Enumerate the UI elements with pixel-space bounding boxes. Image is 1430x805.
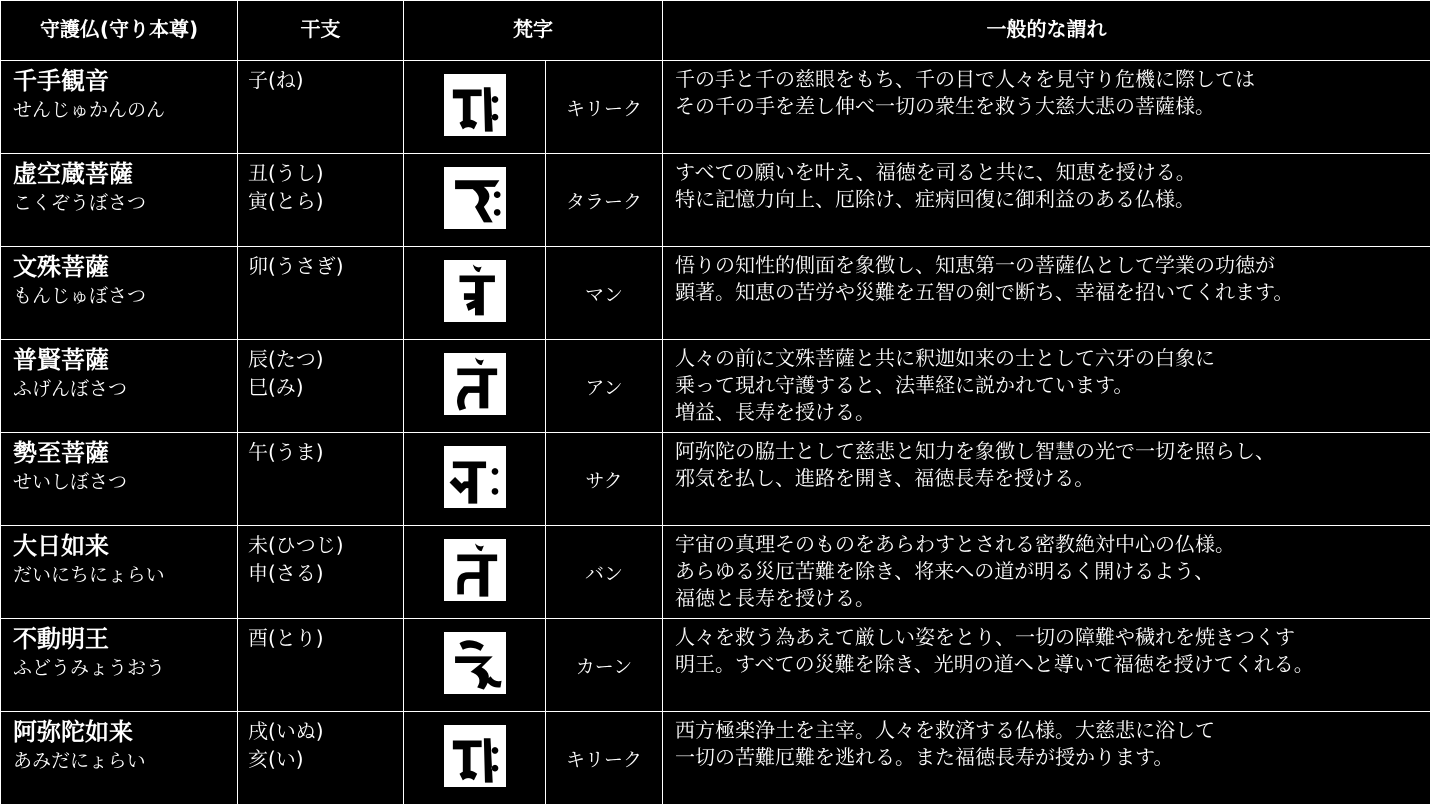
- bonji-image-cell: [404, 61, 546, 154]
- description-cell: [663, 61, 1430, 154]
- table-row: [1, 61, 1430, 154]
- description-line: あらゆる災厄苦難を除き、将来への道が明るく開けるよう、: [675, 558, 1430, 585]
- description-line: 人々を救う為あえて厳しい姿をとり、一切の障難や穢れを焼きつくす: [675, 624, 1430, 651]
- guardian-name: 文殊菩薩: [13, 252, 237, 282]
- description-line: 西方極楽浄土を主宰。人々を救済する仏様。大慈悲に浴して: [675, 717, 1430, 744]
- guardian-reading: せんじゅかんのん: [13, 96, 237, 124]
- table-row: [1, 154, 1430, 247]
- taraku-sanskrit-icon: [444, 167, 506, 229]
- eto-cell: [238, 526, 404, 619]
- guardian-name-cell: [1, 712, 238, 805]
- table-row: [1, 340, 1430, 433]
- guardian-name: 不動明王: [13, 624, 237, 654]
- bonji-reading: カーン: [546, 619, 663, 712]
- bonji-reading: アン: [546, 340, 663, 433]
- kiriku-sanskrit-icon: [444, 74, 506, 136]
- header-eto: 干支: [238, 1, 404, 61]
- guardian-reading: こくぞうぼさつ: [13, 189, 237, 217]
- description-line: その千の手を差し伸べ一切の衆生を救う大慈大悲の菩薩様。: [675, 93, 1430, 120]
- bonji-image-cell: [404, 712, 546, 805]
- header-bonji: 梵字: [404, 1, 663, 61]
- eto-value: 子(ね): [248, 66, 403, 94]
- eto-value: 戌(いぬ): [248, 717, 403, 745]
- kanman-sanskrit-icon: [444, 632, 506, 694]
- bonji-reading: バン: [546, 526, 663, 619]
- guardian-name: 勢至菩薩: [13, 438, 237, 468]
- guardian-name-cell: [1, 154, 238, 247]
- table-row: [1, 433, 1430, 526]
- man-sanskrit-icon: [444, 260, 506, 322]
- guardian-name-cell: [1, 433, 238, 526]
- guardian-name: 阿弥陀如来: [13, 717, 237, 747]
- description-line: 顕著。知恵の苦労や災難を五智の剣で断ち、幸福を招いてくれます。: [675, 279, 1430, 306]
- description-cell: [663, 433, 1430, 526]
- guardian-reading: もんじゅぼさつ: [13, 282, 237, 310]
- eto-cell: [238, 61, 404, 154]
- eto-value: 巳(み): [248, 373, 403, 401]
- header-row: [1, 1, 1430, 61]
- bonji-image-cell: [404, 247, 546, 340]
- saku-sanskrit-icon: [444, 446, 506, 508]
- description-line: 福徳と長寿を授ける。: [675, 585, 1430, 612]
- eto-cell: [238, 619, 404, 712]
- an-sanskrit-icon: [444, 353, 506, 415]
- guardian-name-cell: [1, 340, 238, 433]
- guardian-reading: せいしぼさつ: [13, 468, 237, 496]
- eto-value: 亥(い): [248, 745, 403, 773]
- description-cell: [663, 619, 1430, 712]
- bonji-image-cell: [404, 619, 546, 712]
- bonji-image-cell: [404, 154, 546, 247]
- description-line: 増益、長寿を授ける。: [675, 399, 1430, 426]
- eto-value: 未(ひつじ): [248, 531, 403, 559]
- eto-value: 酉(とり): [248, 624, 403, 652]
- guardian-reading: ふげんぼさつ: [13, 375, 237, 403]
- eto-cell: [238, 712, 404, 805]
- description-line: 一切の苦難厄難を逃れる。また福徳長寿が授かります。: [675, 744, 1430, 771]
- eto-cell: [238, 247, 404, 340]
- description-cell: [663, 712, 1430, 805]
- description-line: 千の手と千の慈眼をもち、千の目で人々を見守り危機に際しては: [675, 66, 1430, 93]
- bonji-reading: タラーク: [546, 154, 663, 247]
- description-line: 明王。すべての災難を除き、光明の道へと導いて福徳を授けてくれる。: [675, 651, 1430, 678]
- description-line: 人々の前に文殊菩薩と共に釈迦如来の士として六牙の白象に: [675, 345, 1430, 372]
- eto-value: 卯(うさぎ): [248, 252, 403, 280]
- guardian-name-cell: [1, 619, 238, 712]
- eto-value: 午(うま): [248, 438, 403, 466]
- table-row: [1, 619, 1430, 712]
- eto-value: 申(さる): [248, 559, 403, 587]
- header-guardian: 守護仏(守り本尊): [1, 1, 238, 61]
- bonji-image-cell: [404, 526, 546, 619]
- guardian-reading: だいにちにょらい: [13, 561, 237, 589]
- description-line: すべての願いを叶え、福徳を司ると共に、知恵を授ける。: [675, 159, 1430, 186]
- kiriku-sanskrit-icon: [444, 725, 506, 787]
- table-row: [1, 526, 1430, 619]
- description-line: 特に記憶力向上、厄除け、症病回復に御利益のある仏様。: [675, 186, 1430, 213]
- guardian-name-cell: [1, 526, 238, 619]
- guardian-name: 千手観音: [13, 66, 237, 96]
- bonji-reading: キリーク: [546, 61, 663, 154]
- header-description: 一般的な謂れ: [663, 1, 1430, 61]
- eto-cell: [238, 340, 404, 433]
- description-cell: [663, 154, 1430, 247]
- bonji-reading: マン: [546, 247, 663, 340]
- table-row: [1, 247, 1430, 340]
- eto-value: 辰(たつ): [248, 345, 403, 373]
- guardian-name: 普賢菩薩: [13, 345, 237, 375]
- description-cell: [663, 340, 1430, 433]
- guardian-name: 大日如来: [13, 531, 237, 561]
- description-line: 宇宙の真理そのものをあらわすとされる密教絶対中心の仏様。: [675, 531, 1430, 558]
- description-line: 阿弥陀の脇士として慈悲と知力を象徴し智慧の光で一切を照らし、: [675, 438, 1430, 465]
- bonji-reading: キリーク: [546, 712, 663, 805]
- guardian-name-cell: [1, 61, 238, 154]
- description-cell: [663, 247, 1430, 340]
- eto-value: 寅(とら): [248, 187, 403, 215]
- guardian-reading: ふどうみょうおう: [13, 654, 237, 682]
- bonji-image-cell: [404, 433, 546, 526]
- eto-value: 丑(うし): [248, 159, 403, 187]
- eto-cell: [238, 154, 404, 247]
- description-line: 悟りの知性的側面を象徴し、知恵第一の菩薩仏として学業の功徳が: [675, 252, 1430, 279]
- description-line: 邪気を払し、進路を開き、福徳長寿を授ける。: [675, 465, 1430, 492]
- description-cell: [663, 526, 1430, 619]
- table-row: [1, 712, 1430, 805]
- eto-cell: [238, 433, 404, 526]
- guardian-name-cell: [1, 247, 238, 340]
- description-line: 乗って現れ守護すると、法華経に説かれています。: [675, 372, 1430, 399]
- ban-sanskrit-icon: [444, 539, 506, 601]
- guardian-name: 虚空蔵菩薩: [13, 159, 237, 189]
- bonji-image-cell: [404, 340, 546, 433]
- bonji-reading: サク: [546, 433, 663, 526]
- guardian-reading: あみだにょらい: [13, 747, 237, 775]
